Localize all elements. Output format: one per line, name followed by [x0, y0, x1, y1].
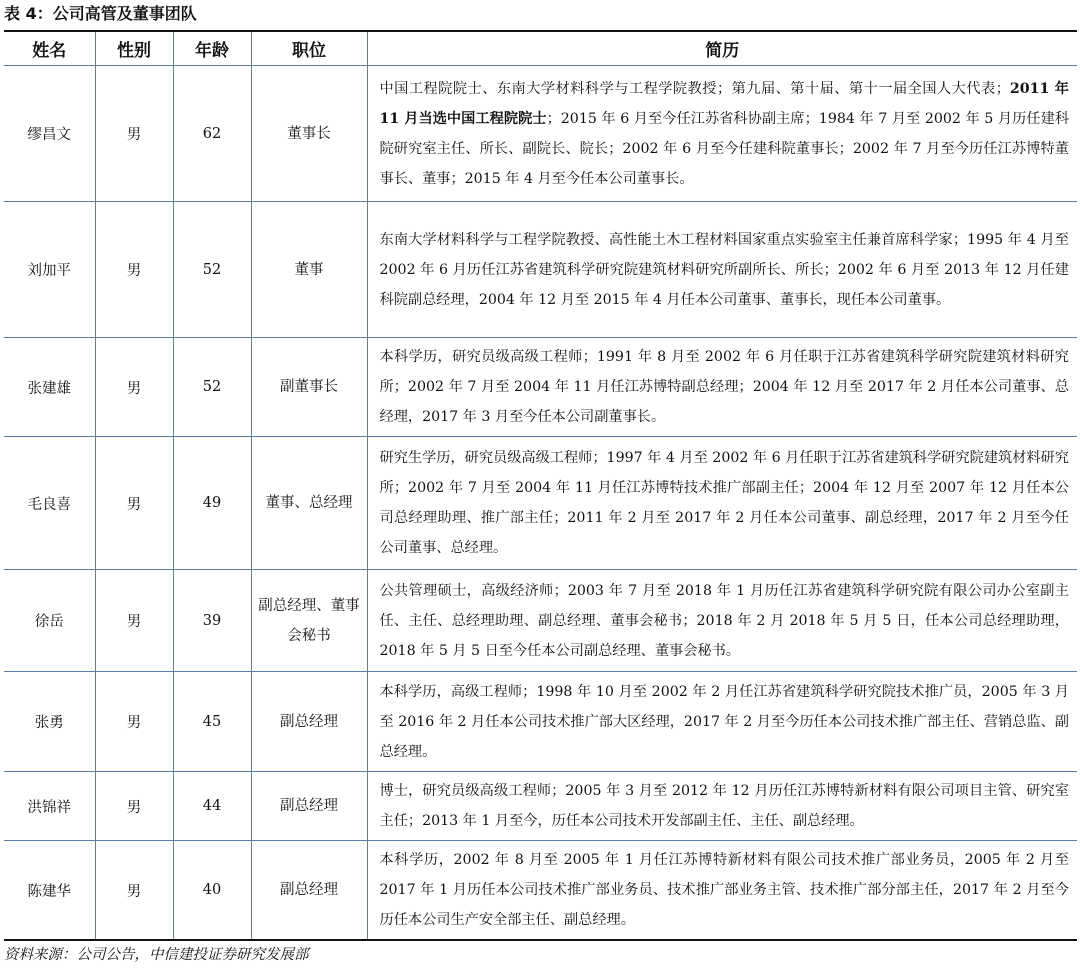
header-bio: 简历 — [367, 31, 1077, 66]
table-title: 表 4：公司高管及董事团队 — [4, 4, 197, 23]
header-age: 年龄 — [173, 31, 251, 66]
cell-position: 副董事长 — [251, 338, 367, 437]
table-row — [4, 202, 1077, 338]
bio-highlight: 2011 年 11 月当选中国工程院院士 — [379, 80, 1069, 127]
cell-age: 62 — [173, 66, 251, 202]
cell-age: 45 — [173, 672, 251, 772]
cell-bio: 东南大学材料科学与工程学院教授、高性能土木工程材料国家重点实验室主任兼首席科学家；1995 年 4 月至 2002 年 6 月历任江苏省建筑科学研究院建筑材料研究所副所长、所长；2002 年 6 月至 2013 年 12 月任建科院副总经理，2004 年 12 月至 2015 年 4 月任本公司董事、董事长，现任本公司董事。 — [367, 202, 1077, 338]
cell-name: 毛良喜 — [4, 437, 95, 570]
cell-bio: 公共管理硕士，高级经济师；2003 年 7 月至 2018 年 1 月历任江苏省建筑科学研究院有限公司办公室副主任、主任、总经理助理、副总经理、董事会秘书；2018 年 2 月 2018 年 5 月 5 日，任本公司总经理助理，2018 年 5 月 5 日至今任本公司副总经理、董事会秘书。 — [367, 570, 1077, 672]
cell-position: 董事、总经理 — [251, 437, 367, 570]
bio-text: ；2015 年 6 月至今任江苏省科协副主席；1984 年 7 月至 2002 年 5 月历任建科院研究室主任、所长、副院长、院长；2002 年 6 月至今任建科院董事长；2002 年 7 月至今历任江苏博特董事长、董事；2015 年 4 月至今任本公司董事长。 — [379, 110, 1070, 187]
cell-position: 副总经理 — [251, 772, 367, 841]
table-row — [4, 841, 1077, 941]
table-row — [4, 66, 1077, 202]
executive-team-table — [4, 30, 1077, 941]
cell-position: 董事长 — [251, 66, 367, 202]
cell-position: 副总经理 — [251, 841, 367, 941]
cell-bio: 博士，研究员级高级工程师；2005 年 3 月至 2012 年 12 月历任江苏博特新材料有限公司项目主管、研究室主任；2013 年 1 月至今，历任本公司技术开发部副主任、主任、副总经理。 — [367, 772, 1077, 841]
cell-bio: 本科学历，2002 年 8 月至 2005 年 1 月任江苏博特新材料有限公司技术推广部业务员，2005 年 2 月至 2017 年 1 月历任本公司技术推广部业务员、技术推广部业务主管、技术推广部分部主任，2017 年 2 月至今历任本公司生产安全部主任、副总经理。 — [379, 852, 1069, 928]
cell-position: 副总经理 — [251, 672, 367, 772]
cell-gender: 男 — [95, 202, 173, 338]
cell-age: 49 — [173, 437, 251, 570]
cell-name: 张建雄 — [4, 338, 95, 437]
cell-gender: 男 — [95, 437, 173, 570]
header-name: 姓名 — [4, 31, 95, 66]
cell-name: 缪昌文 — [4, 66, 95, 202]
cell-gender: 男 — [95, 570, 173, 672]
cell-bio: 本科学历，高级工程师；1998 年 10 月至 2002 年 2 月任江苏省建筑科学研究院技术推广员，2005 年 3 月至 2016 年 2 月任本公司技术推广部大区经理，2017 年 2 月至今历任本公司技术推广部主任、营销总监、副总经理。 — [367, 672, 1077, 772]
header-position: 职位 — [251, 31, 367, 66]
cell-age: 39 — [173, 570, 251, 672]
cell-age: 40 — [173, 841, 251, 941]
cell-bio: 本科学历，研究员级高级工程师；1991 年 8 月至 2002 年 6 月任职于江苏省建筑科学研究院建筑材料研究所；2002 年 7 月至 2004 年 11 月任江苏博特副总经理；2004 年 12 月至 2017 年 2 月任本公司董事、总经理，2017 年 3 月至今任本公司副董事长。 — [367, 338, 1077, 437]
cell-position: 董事 — [251, 202, 367, 338]
cell-name: 洪锦祥 — [4, 772, 95, 841]
header-gender: 性别 — [95, 31, 173, 66]
cell-name: 张勇 — [4, 672, 95, 772]
bio-text: 中国工程院院士、东南大学材料科学与工程学院教授；第九届、第十届、第十一届全国人大代表； — [379, 80, 1010, 97]
cell-gender: 男 — [95, 672, 173, 772]
cell-age: 52 — [173, 202, 251, 338]
cell-age: 44 — [173, 772, 251, 841]
cell-gender: 男 — [95, 772, 173, 841]
cell-name: 陈建华 — [4, 841, 95, 941]
table-row — [4, 437, 1077, 570]
table-row — [4, 570, 1077, 672]
cell-gender: 男 — [95, 66, 173, 202]
cell-age: 52 — [173, 338, 251, 437]
table-row — [4, 338, 1077, 437]
table-header-row — [4, 31, 1077, 66]
cell-gender: 男 — [95, 841, 173, 941]
cell-gender: 男 — [95, 338, 173, 437]
table-row — [4, 672, 1077, 772]
table-row — [4, 772, 1077, 841]
cell-name: 刘加平 — [4, 202, 95, 338]
cell-bio — [367, 66, 1077, 202]
cell-position: 副总经理、董事会秘书 — [251, 570, 367, 672]
cell-name: 徐岳 — [4, 570, 95, 672]
source-note: 资料来源：公司公告，中信建投证券研究发展部 — [4, 947, 309, 963]
cell-bio: 研究生学历，研究员级高级工程师；1997 年 4 月至 2002 年 6 月任职于江苏省建筑科学研究院建筑材料研究所；2002 年 7 月至 2004 年 11 月任江苏博特技术推广部副主任；2004 年 12 月至 2007 年 12 月任本公司总经理助理、推广部主任；2011 年 2 月至 2017 年 2 月任本公司董事、副总经理，2017 年 2 月至今任公司董事、总经理。 — [367, 437, 1077, 570]
